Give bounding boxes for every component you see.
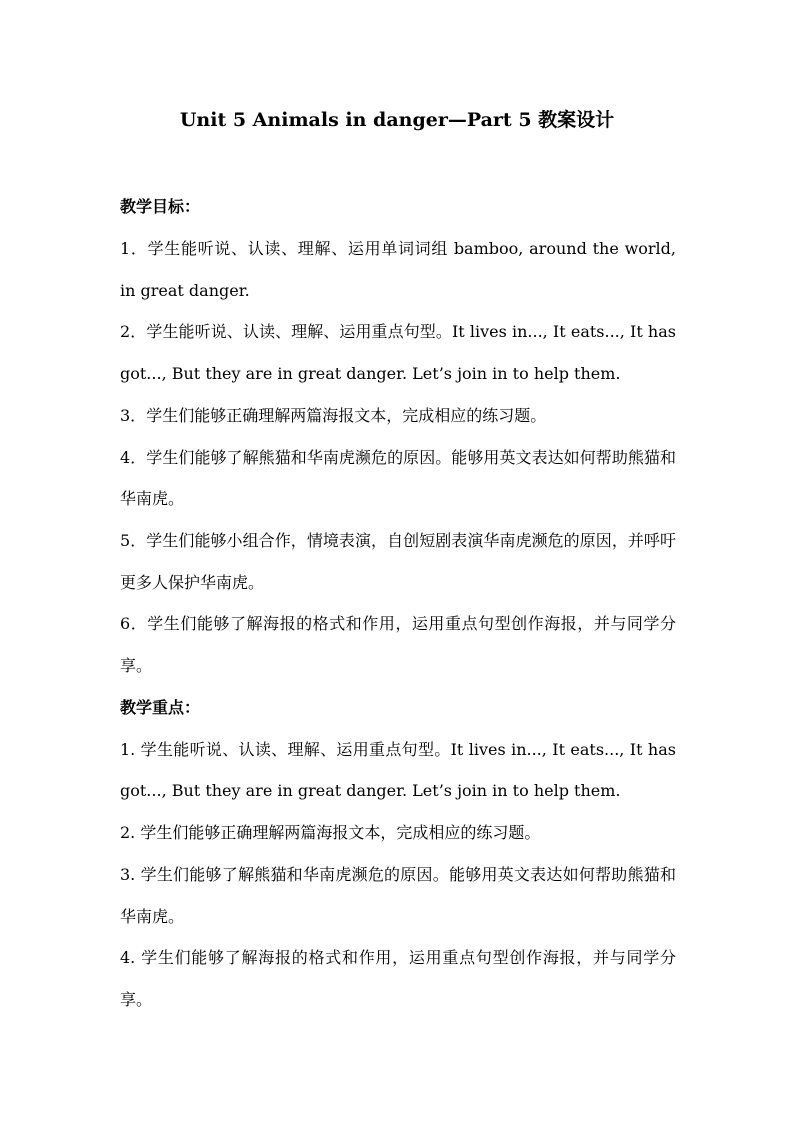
objective-item-6 <box>120 603 676 686</box>
item-text: 学生们能够了解熊猫和华南虎濒危的原因。能够用英文表达如何帮助熊猫和华南虎。 <box>120 864 676 926</box>
objective-item-3 <box>120 395 676 437</box>
section-heading-objectives: 教学目标： <box>120 197 201 216</box>
item-number: 3． <box>120 405 147 425</box>
item-number: 1． <box>120 239 148 258</box>
item-text: 学生们能够了解海报的格式和作用，运用重点句型创作海报，并与同学分享。 <box>120 614 676 676</box>
item-number: 1. <box>120 739 141 759</box>
key-point-item-4 <box>120 937 676 1020</box>
section-heading-key-points: 教学重点： <box>120 697 201 717</box>
item-number: 2. <box>120 823 141 843</box>
item-number: 4. <box>120 948 142 968</box>
objective-item-1 <box>120 228 676 311</box>
key-point-item-1 <box>120 729 676 812</box>
item-number: 6． <box>120 614 148 634</box>
objective-item-2 <box>120 311 676 394</box>
item-text: 学生能听说、认读、理解、运用重点句型。It lives in..., It eats..., It has got..., But they are in great danger. Let’s join in to help them. <box>120 739 676 801</box>
item-text: 学生们能够正确理解两篇海报文本，完成相应的练习题。 <box>146 405 547 425</box>
key-point-item-2 <box>120 812 676 854</box>
item-text: 学生能听说、认读、理解、运用重点句型。It lives in..., It eats..., It has got..., But they are in great danger. Let’s join in to help them. <box>120 322 676 384</box>
item-number: 3. <box>120 864 141 884</box>
item-text: 学生们能够了解海报的格式和作用，运用重点句型创作海报，并与同学分享。 <box>120 948 676 1009</box>
objective-item-5 <box>120 520 676 603</box>
item-text: 学生们能够正确理解两篇海报文本，完成相应的练习题。 <box>140 823 541 843</box>
key-point-item-3 <box>120 854 676 937</box>
document-body <box>120 186 676 1021</box>
item-text: 学生们能够了解熊猫和华南虎濒危的原因。能够用英文表达如何帮助熊猫和华南虎。 <box>120 447 676 509</box>
item-number: 5． <box>120 530 147 550</box>
item-number: 2． <box>120 322 147 342</box>
item-number: 4． <box>120 447 147 467</box>
document-title: Unit 5 Animals in danger—Part 5 教案设计 <box>179 109 615 131</box>
item-text: 学生们能够小组合作，情境表演，自创短剧表演华南虎濒危的原因，并呼吁更多人保护华南虎。 <box>120 530 676 592</box>
objective-item-4 <box>120 437 676 520</box>
item-text: 学生能听说、认读、理解、运用单词词组 bamboo, around the world, in great danger. <box>120 239 676 300</box>
